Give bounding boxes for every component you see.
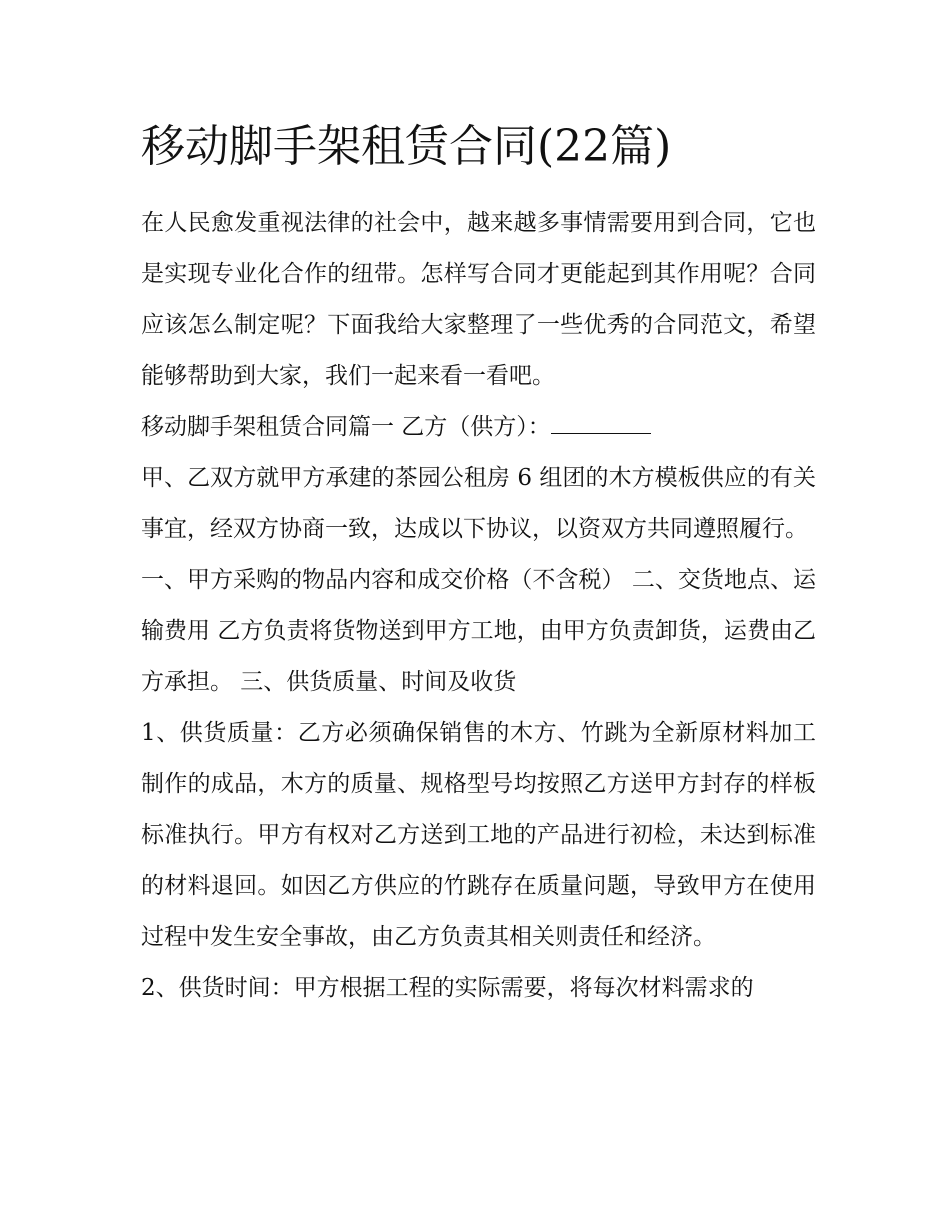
contract-heading-text: 移动脚手架租赁合同篇一 乙方（供方）： (141, 414, 551, 440)
clauses-paragraph: 一、甲方采购的物品内容和成交价格（不含税） 二、交货地点、运输费用 乙方负责将货物送到甲方工地，由甲方负责卸货，运费由乙方承担。 三、供货质量、时间及收货 (141, 567, 816, 695)
supply-quality-paragraph: 1、供货质量：乙方必须确保销售的木方、竹跳为全新原材料加工制作的成品，木方的质量、规格型号均按照乙方送甲方封存的样板标准执行。甲方有权对乙方送到工地的产品进行初检，未达到标准的材料退回。如因乙方供应的竹跳存在质量问题，导致甲方在使用过程中发生安全事故，由乙方负责其相关则责任和经济。 (141, 720, 816, 950)
supply-time-paragraph: 2、供货时间：甲方根据工程的实际需要，将每次材料需求的 (141, 975, 754, 1001)
contract-heading-line (141, 402, 816, 453)
supplier-blank-line (551, 415, 651, 434)
document-page (141, 112, 816, 1014)
document-title: 移动脚手架租赁合同(22篇) (141, 121, 672, 172)
agreement-paragraph: 甲、乙双方就甲方承建的茶园公租房 6 组团的木方模板供应的有关事宜，经双方协商一致，达成以下协议，以资双方共同遵照履行。 (141, 465, 816, 542)
intro-paragraph: 在人民愈发重视法律的社会中，越来越多事情需要用到合同，它也是实现专业化合作的纽带。怎样写合同才更能起到其作用呢？合同应该怎么制定呢？下面我给大家整理了一些优秀的合同范文，希望能够帮助到大家，我们一起来看一看吧。 (141, 210, 816, 389)
